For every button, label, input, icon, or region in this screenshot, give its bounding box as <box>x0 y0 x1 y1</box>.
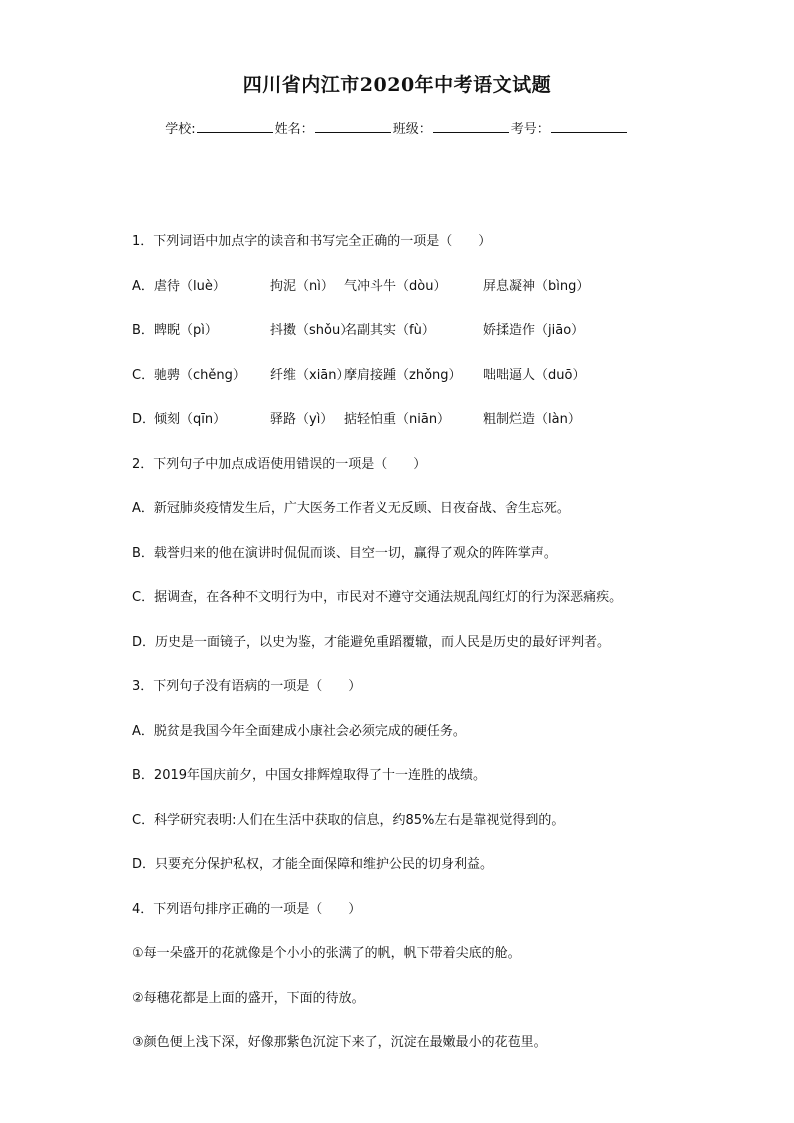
question-2-option-a[interactable]: A．新冠肺炎疫情发生后，广大医务工作者义无反顾、日夜奋战、舍生忘死。 <box>132 501 570 516</box>
option-letter: B． <box>132 323 154 338</box>
option-letter: A． <box>132 278 154 294</box>
option-word: 摩肩接踵（zhǒng） <box>344 367 462 383</box>
option-word: 抖擞（shǒu） <box>270 323 354 338</box>
question-3-stem: 3．下列句子没有语病的一项是（ ） <box>132 679 362 694</box>
name-label: 姓名： <box>274 122 314 137</box>
option-word: 名副其实（fù） <box>344 323 435 338</box>
class-label: 班级： <box>392 122 432 137</box>
name-blank[interactable] <box>315 121 391 133</box>
option-word: 虐待（luè） <box>154 278 226 294</box>
question-3-option-b[interactable]: B．2019年国庆前夕，中国女排辉煌取得了十一连胜的战绩。 <box>132 768 487 783</box>
option-word: 掂轻怕重（niān） <box>344 412 451 427</box>
school-blank[interactable] <box>197 121 273 133</box>
option-word: 驿路（yì） <box>270 412 334 427</box>
school-field[interactable] <box>165 118 274 137</box>
option-word: 娇揉造作（jiāo） <box>483 323 585 338</box>
question-3-option-c[interactable]: C．科学研究表明:人们在生活中获取的信息，约85%左右是靠视觉得到的。 <box>132 812 565 828</box>
option-word: 睥睨（pì） <box>154 323 218 338</box>
question-1-option-c[interactable] <box>132 366 692 411</box>
question-2-option-d[interactable]: D．历史是一面镜子，以史为鉴，才能避免重蹈覆辙，而人民是历史的最好评判者。 <box>132 634 611 650</box>
question-3-option-a[interactable]: A．脱贫是我国今年全面建成小康社会必须完成的硬任务。 <box>132 723 466 739</box>
question-2-option-c[interactable]: C．据调查，在各种不文明行为中，市民对不遵守交通法规乱闯红灯的行为深恶痛疾。 <box>132 590 623 605</box>
option-word: 粗制烂造（làn） <box>483 412 581 427</box>
question-list <box>132 232 692 1078</box>
school-label: 学校: <box>165 122 196 137</box>
class-field[interactable] <box>393 118 511 137</box>
option-word: 倾刻（qīn） <box>154 412 227 427</box>
question-4-sentence-1: ①每一朵盛开的花就像是个小小的张满了的帆，帆下带着尖底的舱。 <box>132 946 521 961</box>
page-title: 四川省内江市2020年中考语文试题 <box>242 74 552 96</box>
question-1-stem: 1．下列词语中加点字的读音和书写完全正确的一项是（ ） <box>132 234 492 249</box>
option-word: 纤维（xiān） <box>270 367 350 383</box>
option-word: 咄咄逼人（duō） <box>483 367 586 383</box>
exam-number-blank[interactable] <box>551 121 627 133</box>
question-3-option-d[interactable]: D．只要充分保护私权，才能全面保障和维护公民的切身利益。 <box>132 857 494 872</box>
option-word: 气冲斗牛（dòu） <box>344 278 447 294</box>
option-word: 拘泥（nì） <box>270 278 334 294</box>
option-letter: D． <box>132 412 156 427</box>
option-letter: C． <box>132 367 155 383</box>
name-field[interactable] <box>275 118 393 137</box>
option-word: 屏息凝神（bìng） <box>483 278 590 294</box>
question-1-option-b[interactable] <box>132 321 692 366</box>
question-4-sentence-3: ③颜色便上浅下深，好像那紫色沉淀下来了，沉淀在最嫩最小的花苞里。 <box>132 1035 547 1050</box>
student-info-line <box>0 118 794 137</box>
exam-number-field[interactable] <box>511 118 629 137</box>
exam-number-label: 考号： <box>510 122 550 137</box>
question-4-sentence-2: ②每穗花都是上面的盛开，下面的待放。 <box>132 990 365 1006</box>
question-2-option-b[interactable]: B．载誉归来的他在演讲时侃侃而谈、目空一切，赢得了观众的阵阵掌声。 <box>132 545 557 561</box>
option-word: 驰骋（chěng） <box>154 367 246 383</box>
question-1-option-a[interactable] <box>132 277 692 322</box>
class-blank[interactable] <box>433 121 509 133</box>
question-4-stem: 4．下列语句排序正确的一项是（ ） <box>132 901 362 917</box>
question-2-stem: 2．下列句子中加点成语使用错误的一项是（ ） <box>132 456 427 472</box>
question-1-option-d[interactable] <box>132 410 692 455</box>
